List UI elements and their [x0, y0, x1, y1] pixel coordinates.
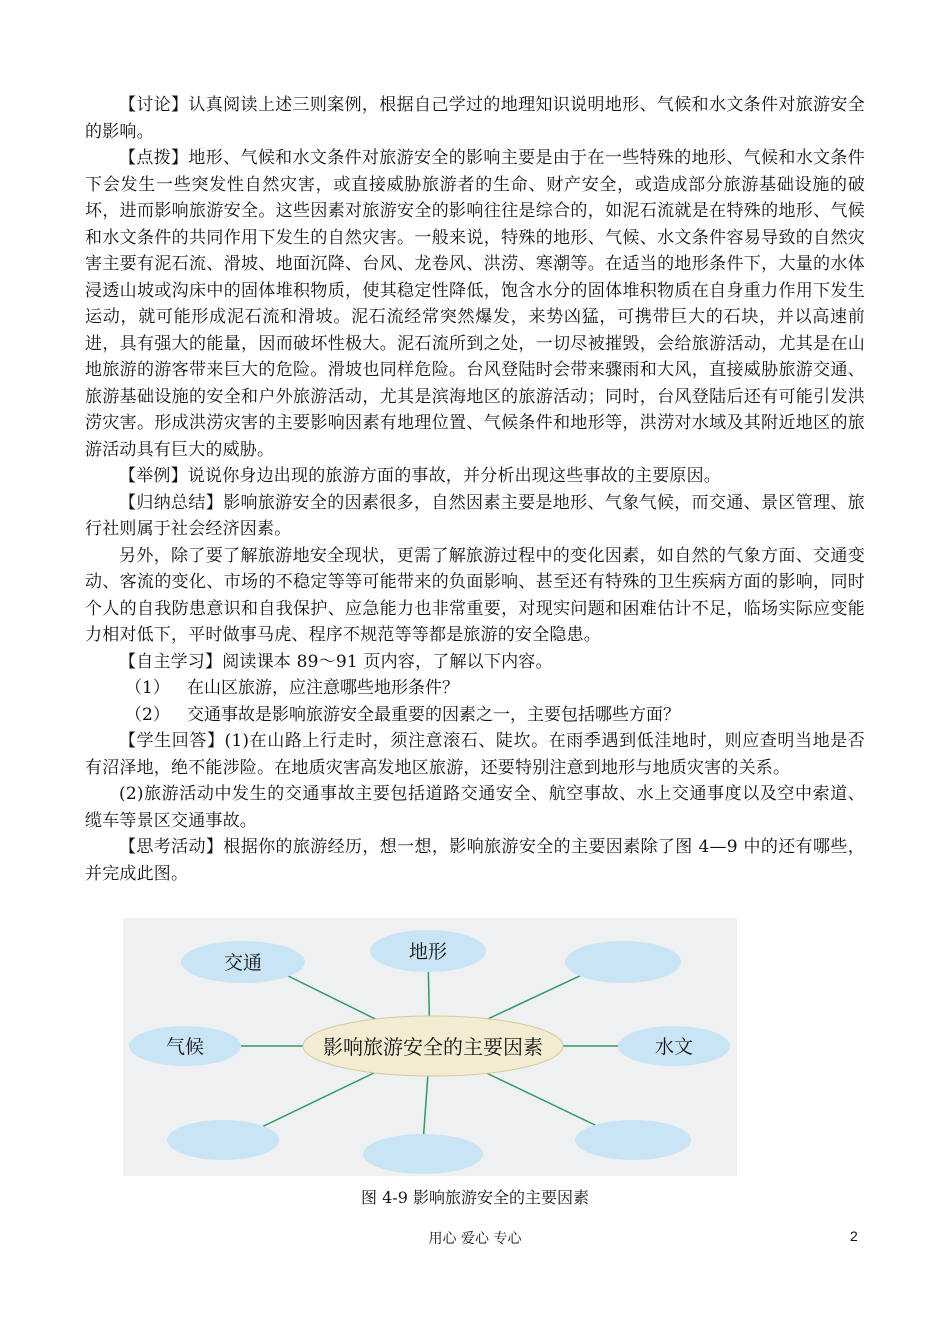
bubble-top-left [181, 941, 305, 983]
paragraph-self-study: 【自主学习】阅读课本 89～91 页内容，了解以下内容。 [119, 651, 553, 672]
diagram-svg [123, 918, 737, 1176]
center-node [303, 1016, 563, 1076]
answer-2: (2)旅游活动中发生的交通事故主要包括道路交通安全、航空事故、水上交通事度以及空中索道、缆车等景区交通事故。 [85, 784, 865, 831]
bubble-label-climate: 气候 [165, 1036, 205, 1058]
bubble-top [370, 930, 486, 972]
bubble-bottom-right [575, 1120, 691, 1160]
document-body [85, 92, 865, 887]
bubble-top-right [565, 941, 681, 983]
paragraph-discussion: 【讨论】认真阅读上述三则案例，根据自己学过的地理知识说明地形、气候和水文条件对旅游安全的影响。 [85, 95, 865, 142]
center-node-label: 影响旅游安全的主要因素 [323, 1035, 543, 1059]
question-2: （2） 交通事故是影响旅游安全最重要的因素之一，主要包括哪些方面？ [125, 704, 680, 725]
bubble-label-terrain: 地形 [408, 941, 448, 963]
page-number: 2 [850, 1228, 858, 1244]
factor-diagram [123, 918, 737, 1176]
bubble-bottom [363, 1134, 483, 1174]
answer-1: 【学生回答】(1)在山路上行走时，须注意滚石、陡坎。在雨季遇到低洼地时，则应查明当地是否有沼泽地，绝不能涉险。在地质灾害高发地区旅游，还要特别注意到地形与地质灾害的关系。 [85, 731, 865, 778]
paragraph-summary: 【归纳总结】影响旅游安全的因素很多，自然因素主要是地形、气象气候，而交通、景区管理、旅行社则属于社会经济因素。 [85, 492, 865, 539]
paragraph-hint: 【点拨】地形、气候和水文条件对旅游安全的影响主要是由于在一些特殊的地形、气候和水文条件下会发生一些突发性自然灾害，或直接威胁旅游者的生命、财产安全，或造成部分旅游基础设施的破坏，进而影响旅游安全。这些因素对旅游安全的影响往往是综合的，如泥石流就是在特殊的地形、气候和水文条件的共同作用下发生的自然灾害。一般来说，特殊的地形、气候、水文条件容易导致的自然灾害主要有泥石流、滑坡、地面沉降、台风、龙卷风、洪涝、寒潮等。在适当的地形条件下，大量的水体浸透山坡或沟床中的固体堆积物质，使其稳定性降低，饱含水分的固体堆积物质在自身重力作用下发生运动，就可能形成泥石流和滑坡。泥石流经常突然爆发，来势凶猛，可携带巨大的石块，并以高速前进，具有强大的能量，因而破坏性极大。泥石流所到之处，一切尽被摧毁，会给旅游活动，尤其是在山地旅游的游客带来巨大的危险。滑坡也同样危险。台风登陆时会带来骤雨和大风，直接威胁旅游交通、旅游基础设施的安全和户外旅游活动，尤其是滨海地区的旅游活动；同时，台风登陆后还有可能引发洪涝灾害。形成洪涝灾害的主要影响因素有地理位置、气候条件和地形等，洪涝对水域及其附近地区的旅游活动具有巨大的威胁。 [85, 148, 865, 460]
bubble-bottom-left [167, 1120, 279, 1160]
question-1: （1） 在山区旅游，应注意哪些地形条件？ [125, 678, 459, 698]
thinking-activity: 【思考活动】根据你的旅游经历，想一想，影响旅游安全的主要因素除了图 4—9 中的还有哪些，并完成此图。 [85, 837, 865, 884]
bubble-label-hydrology: 水文 [654, 1036, 694, 1058]
bubble-left [129, 1026, 241, 1066]
page-footer: 用心 爱心 专心 [428, 1231, 522, 1247]
paragraph-example: 【举例】说说你身边出现的旅游方面的事故，并分析出现这些事故的主要原因。 [119, 466, 721, 486]
bubble-right [618, 1026, 730, 1066]
figure-caption: 图 4-9 影响旅游安全的主要因素 [361, 1188, 589, 1207]
paragraph-additional: 另外，除了要了解旅游地安全现状，更需了解旅游过程中的变化因素，如自然的气象方面、交通变动、客流的变化、市场的不稳定等等可能带来的负面影响、甚至还有特殊的卫生疾病方面的影响，同时个人的自我防患意识和自我保护、应急能力也非常重要，对现实问题和困难估计不足，临场实际应变能力相对低下，平时做事马虎、程序不规范等等都是旅游的安全隐患。 [85, 545, 865, 645]
bubble-label-traffic: 交通 [223, 952, 263, 974]
